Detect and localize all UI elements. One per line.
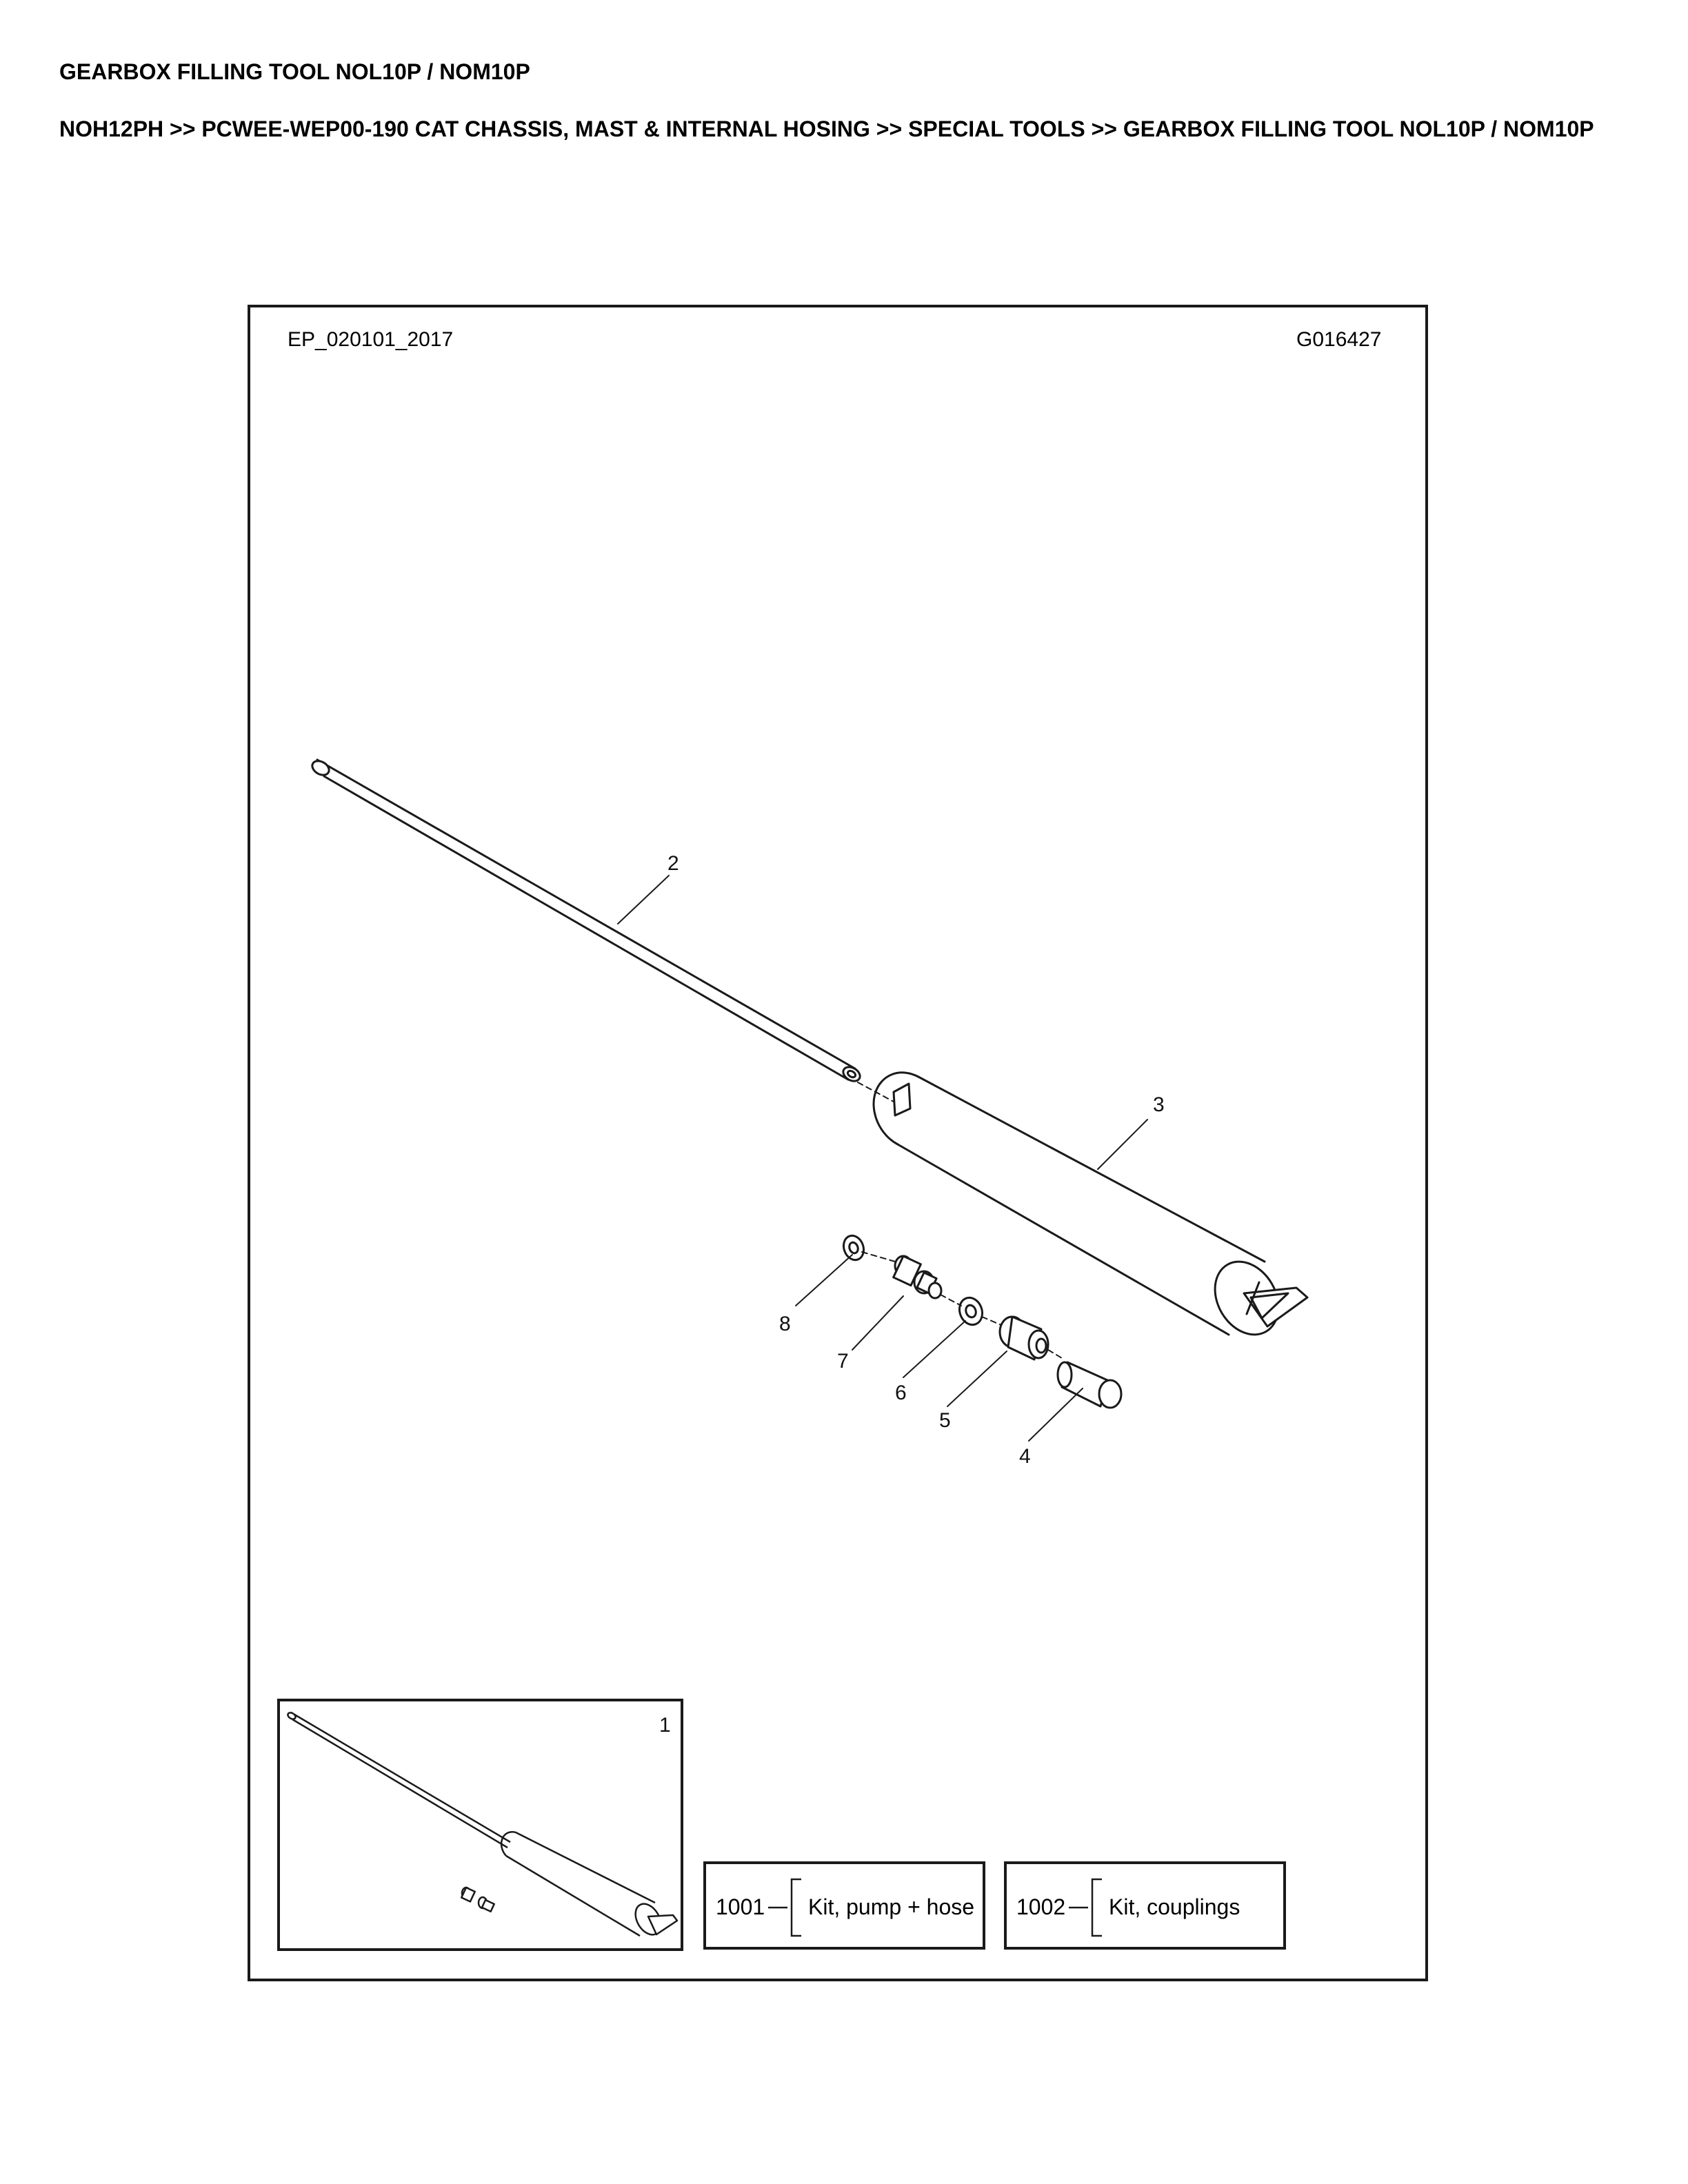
kit-box-pump-hose xyxy=(703,1861,985,1950)
callout-6: 6 xyxy=(895,1382,907,1404)
assembly-inset xyxy=(279,1700,682,1950)
callout-8: 8 xyxy=(779,1313,791,1335)
washer-part-8 xyxy=(841,1233,867,1262)
kit-label: Kit, pump + hose xyxy=(808,1894,975,1919)
kit-box-couplings xyxy=(1004,1861,1286,1950)
callout-4: 4 xyxy=(1019,1445,1031,1468)
washer-part-6 xyxy=(956,1295,986,1328)
nipple-fitting-part-7 xyxy=(894,1256,941,1298)
callout-7: 7 xyxy=(837,1350,849,1373)
callout-1: 1 xyxy=(659,1714,671,1737)
kit-number: 1001 xyxy=(716,1894,765,1919)
callout-2: 2 xyxy=(667,852,679,875)
kit-number: 1002 xyxy=(1016,1894,1066,1919)
drawing-reference-code: EP_020101_2017 xyxy=(288,328,454,351)
page-title: GEARBOX FILLING TOOL NOL10P / NOM10P xyxy=(59,59,530,84)
bracket-icon xyxy=(1069,1877,1110,1939)
cap-part-4 xyxy=(1058,1362,1121,1408)
figure-number: G016427 xyxy=(1296,328,1382,351)
callout-5: 5 xyxy=(939,1409,951,1432)
coupling-part-5 xyxy=(1000,1317,1048,1359)
kit-label: Kit, couplings xyxy=(1109,1894,1240,1919)
callout-3: 3 xyxy=(1153,1093,1165,1116)
bracket-icon xyxy=(768,1877,810,1939)
pump-cylinder-part xyxy=(874,1073,1307,1346)
hose-part xyxy=(310,758,863,1084)
breadcrumb: NOH12PH >> PCWEE-WEP00-190 CAT CHASSIS, MAST & INTERNAL HOSING >> SPECIAL TOOLS >> GEARBOX FILLING TOOL NOL10P / NOM10P xyxy=(59,117,1594,141)
